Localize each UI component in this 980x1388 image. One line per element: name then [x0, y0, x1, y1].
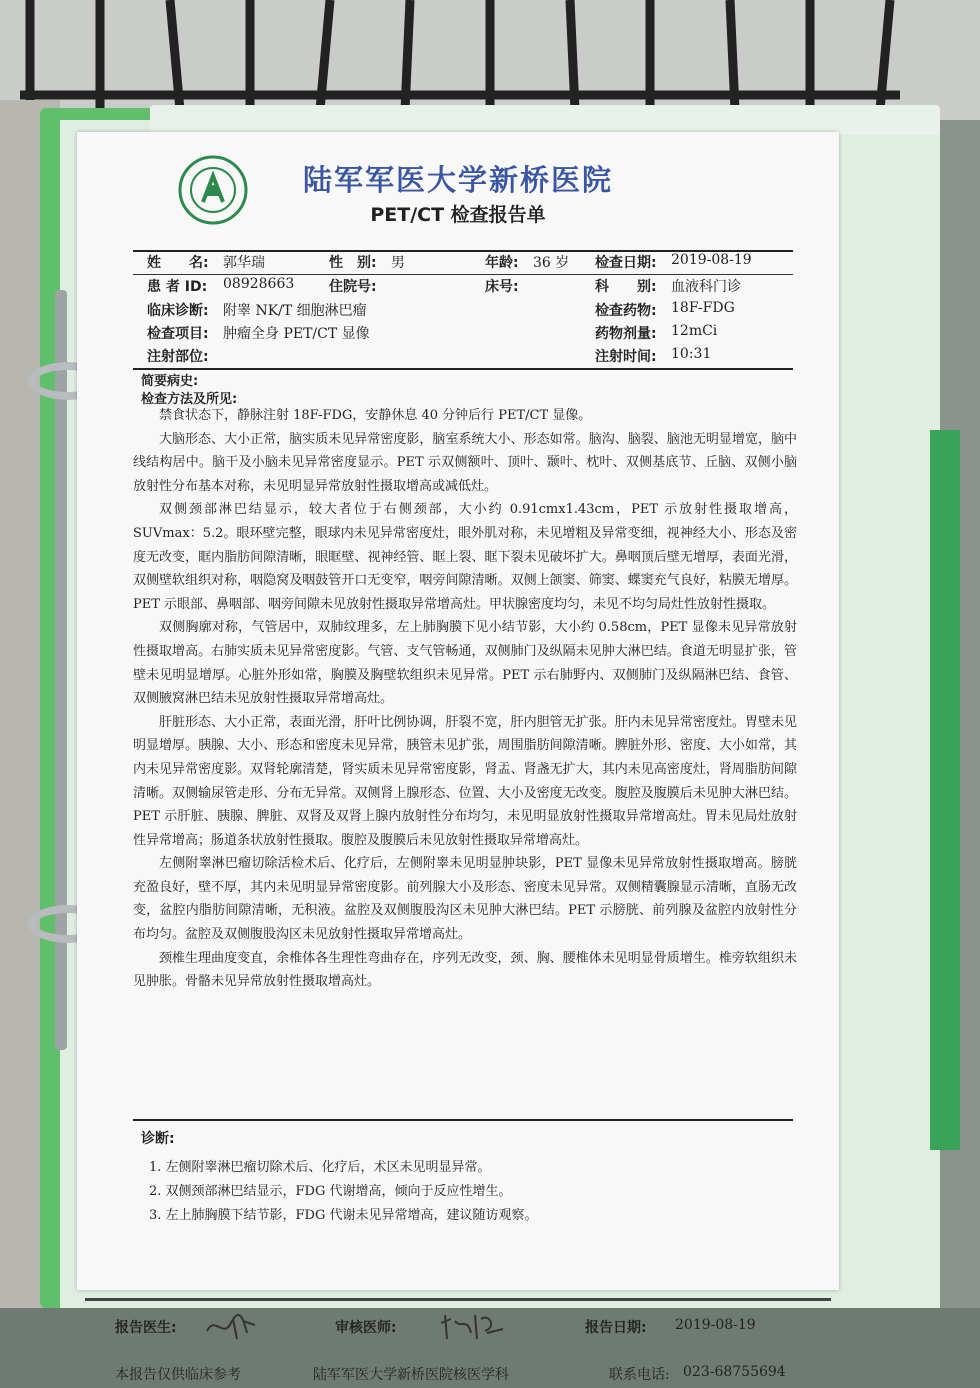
- diagnosis-item: 2. 双侧颈部淋巴结显示，FDG 代谢增高，倾向于反应性增生。: [149, 1184, 512, 1199]
- diagnosis-list: [149, 1156, 789, 1228]
- footer-rule: [85, 1298, 831, 1301]
- findings-text: [133, 404, 797, 994]
- header-row-5: [133, 346, 793, 368]
- patient-id-label: 患 者 ID:: [147, 279, 208, 295]
- findings-paragraph: 双侧颈部淋巴结显示，较大者位于右侧颈部，大小约 0.91cmx1.43cm，PET 示放射性摄取增高，SUVmax：5.2。眼环壁完整，眼球内未见异常密度灶，眼外肌对称，未见增粗及异常变细，视神经大小、形态及密度无改变，眶内脂肪间隙清晰，眼眶壁、视神经管、眶上裂、眶下裂未见破坏扩大。鼻咽顶后壁无增厚，表面光滑，双侧壁软组织对称，咽隐窝及咽鼓管开口无变窄，咽旁间隙清晰。双侧上颌窦、筛窦、蝶窦充气良好，粘膜无增厚。PET 示眼部、鼻咽部、咽旁间隙未见放射性摄取异常增高灶。甲状腺密度均匀，未见不均匀局灶性放射性摄取。: [133, 502, 797, 612]
- diagnosis-label: 诊断:: [141, 1131, 175, 1147]
- department-text: 陆军军医大学新桥医院核医学科: [313, 1367, 509, 1383]
- reviewer-signature: [437, 1309, 507, 1345]
- diagnosis-item: 1. 左侧附睾淋巴瘤切除术后、化疗后，术区未见明显异常。: [149, 1160, 491, 1175]
- time-value: 10:31: [671, 346, 712, 362]
- bed-label: 床号:: [485, 279, 519, 295]
- name-value: 郭华瑞: [223, 255, 265, 271]
- report-date-label: 报告日期:: [585, 1320, 647, 1336]
- history-label: 简要病史:: [141, 374, 199, 389]
- dose-value: 12mCi: [671, 323, 718, 339]
- header-row-1: [133, 252, 793, 274]
- signature-row: [77, 1317, 839, 1345]
- gender-value: 男: [391, 255, 405, 271]
- clinical-label: 临床诊断:: [147, 303, 209, 319]
- findings-paragraph: 双侧胸廓对称，气管居中，双肺纹理多，左上肺胸膜下见小结节影，大小约 0.58cm，PET 显像未见异常放射性摄取增高。右肺实质未见异常密度影。气管、支气管畅通，双侧肺门及纵隔未见肿大淋巴结。食道无明显扩张，管壁未见明显增厚。心脏外形如常，胸膜及胸壁软组织未见异常。PET 示右肺野内、双侧肺门及纵隔淋巴结、食管、双侧腋窝淋巴结未见放射性摄取异常增高灶。: [133, 620, 797, 707]
- findings-paragraph: 肝脏形态、大小正常，表面光滑，肝叶比例协调，肝裂不宽，肝内胆管无扩张。肝内未见异常密度灶。胃壁未见明显增厚。胰腺、大小、形态和密度未见异常，胰管未见扩张，周围脂肪间隙清晰。脾脏外形、密度、大小如常，其内未见异常密度影。双肾轮廓清楚，肾实质未见异常密度影，肾盂、肾盏无扩大，其内未见高密度灶，肾周脂肪间隙清晰。双侧输尿管走形、分布无异常。双侧肾上腺形态、位置、大小及密度无改变。腹腔及腹膜后未见肿大淋巴结。PET 示肝脏、胰腺、脾脏、双肾及双肾上腺内放射性分布均匀，未见明显放射性摄取异常增高灶。胃未见局灶放射性异常增高；肠道条状放射性摄取。腹腔及腹膜后未见放射性摄取异常增高灶。: [133, 714, 797, 848]
- report-sheet: [77, 132, 839, 1383]
- clinical-value: 附睾 NK/T 细胞淋巴瘤: [223, 303, 367, 319]
- age-label: 年龄:: [485, 255, 519, 271]
- site-label: 注射部位:: [147, 349, 209, 365]
- header-bottom-rule: [133, 368, 793, 370]
- disclaimer-text: 本报告仅供临床参考: [115, 1367, 241, 1383]
- diagnosis-top-rule: [133, 1119, 793, 1121]
- phone-value: 023-68755694: [683, 1364, 786, 1380]
- binder-back-sheet: [150, 105, 940, 135]
- age-value: 36 岁: [533, 255, 570, 271]
- doctor-signature: [203, 1311, 259, 1343]
- diagnosis-item: 3. 左上肺胸膜下结节影，FDG 代谢未见异常增高，建议随访观察。: [149, 1208, 538, 1223]
- header-row-4: [133, 323, 793, 345]
- item-value: 肿瘤全身 PET/CT 显像: [223, 326, 370, 342]
- method-label: 检查方法及所见:: [141, 392, 238, 407]
- dose-label: 药物剂量:: [595, 326, 657, 342]
- findings-paragraph: 禁食状态下，静脉注射 18F-FDG，安静休息 40 分钟后行 PET/CT 显像。: [159, 408, 592, 423]
- doctor-label: 报告医生:: [115, 1320, 177, 1336]
- drug-value: 18F-FDG: [671, 300, 735, 316]
- reviewer-label: 审核医师:: [335, 1320, 397, 1336]
- drug-label: 检查药物:: [595, 303, 657, 319]
- dept-value: 血液科门诊: [671, 279, 741, 295]
- findings-paragraph: 大脑形态、大小正常，脑实质未见异常密度影，脑室系统大小、形态如常。脑沟、脑裂、脑池无明显增宽，脑中线结构居中。脑干及小脑未见异常密度显示。PET 示双侧额叶、顶叶、颞叶、枕叶、双侧基底节、丘脑、双侧小脑放射性分布基本对称，未见明显异常放射性摄取增高或减低灶。: [133, 431, 797, 494]
- item-label: 检查项目:: [147, 326, 209, 342]
- time-label: 注射时间:: [595, 349, 657, 365]
- inpatient-label: 住院号:: [329, 279, 377, 295]
- phone-label: 联系电话:: [609, 1367, 670, 1383]
- header-row-3: [133, 300, 793, 322]
- exam-date-value: 2019-08-19: [671, 252, 752, 268]
- header-row-rule: [133, 274, 793, 275]
- binder-tab: [930, 430, 960, 1150]
- findings-paragraph: 颈椎生理曲度变直，余椎体各生理性弯曲存在，序列无改变，颈、胸、腰椎体未见明显骨质增生。椎旁软组织未见肿胀。骨骼未见异常放射性摄取增高灶。: [133, 950, 797, 990]
- exam-date-label: 检查日期:: [595, 255, 657, 271]
- metal-grill: [0, 0, 980, 120]
- header-row-2: [133, 276, 793, 298]
- report-title: PET/CT 检查报告单: [370, 204, 546, 226]
- patient-id-value: 08928663: [223, 276, 295, 292]
- hospital-name: 陆军军医大学新桥医院: [302, 163, 613, 197]
- name-label: 姓 名:: [147, 255, 209, 271]
- findings-paragraph: 左侧附睾淋巴瘤切除活检术后、化疗后，左侧附睾未见明显肿块影，PET 显像未见异常放射性摄取增高。膀胱充盈良好，壁不厚，其内未见明显异常密度影。前列腺大小及形态、密度未见异常。双侧精囊腺显示清晰，直肠无改变，盆腔内脂肪间隙清晰，无积液。盆腔及双侧腹股沟区未见肿大淋巴结。PET 示膀胱、前列腺及盆腔内放射性分布均匀。盆腔及双侧腹股沟区未见放射性摄取异常增高灶。: [133, 856, 797, 943]
- report-date-value: 2019-08-19: [675, 1317, 756, 1333]
- dept-label: 科 别:: [595, 279, 657, 295]
- gender-label: 性 别:: [329, 255, 377, 271]
- footer-info-row: [77, 1364, 839, 1388]
